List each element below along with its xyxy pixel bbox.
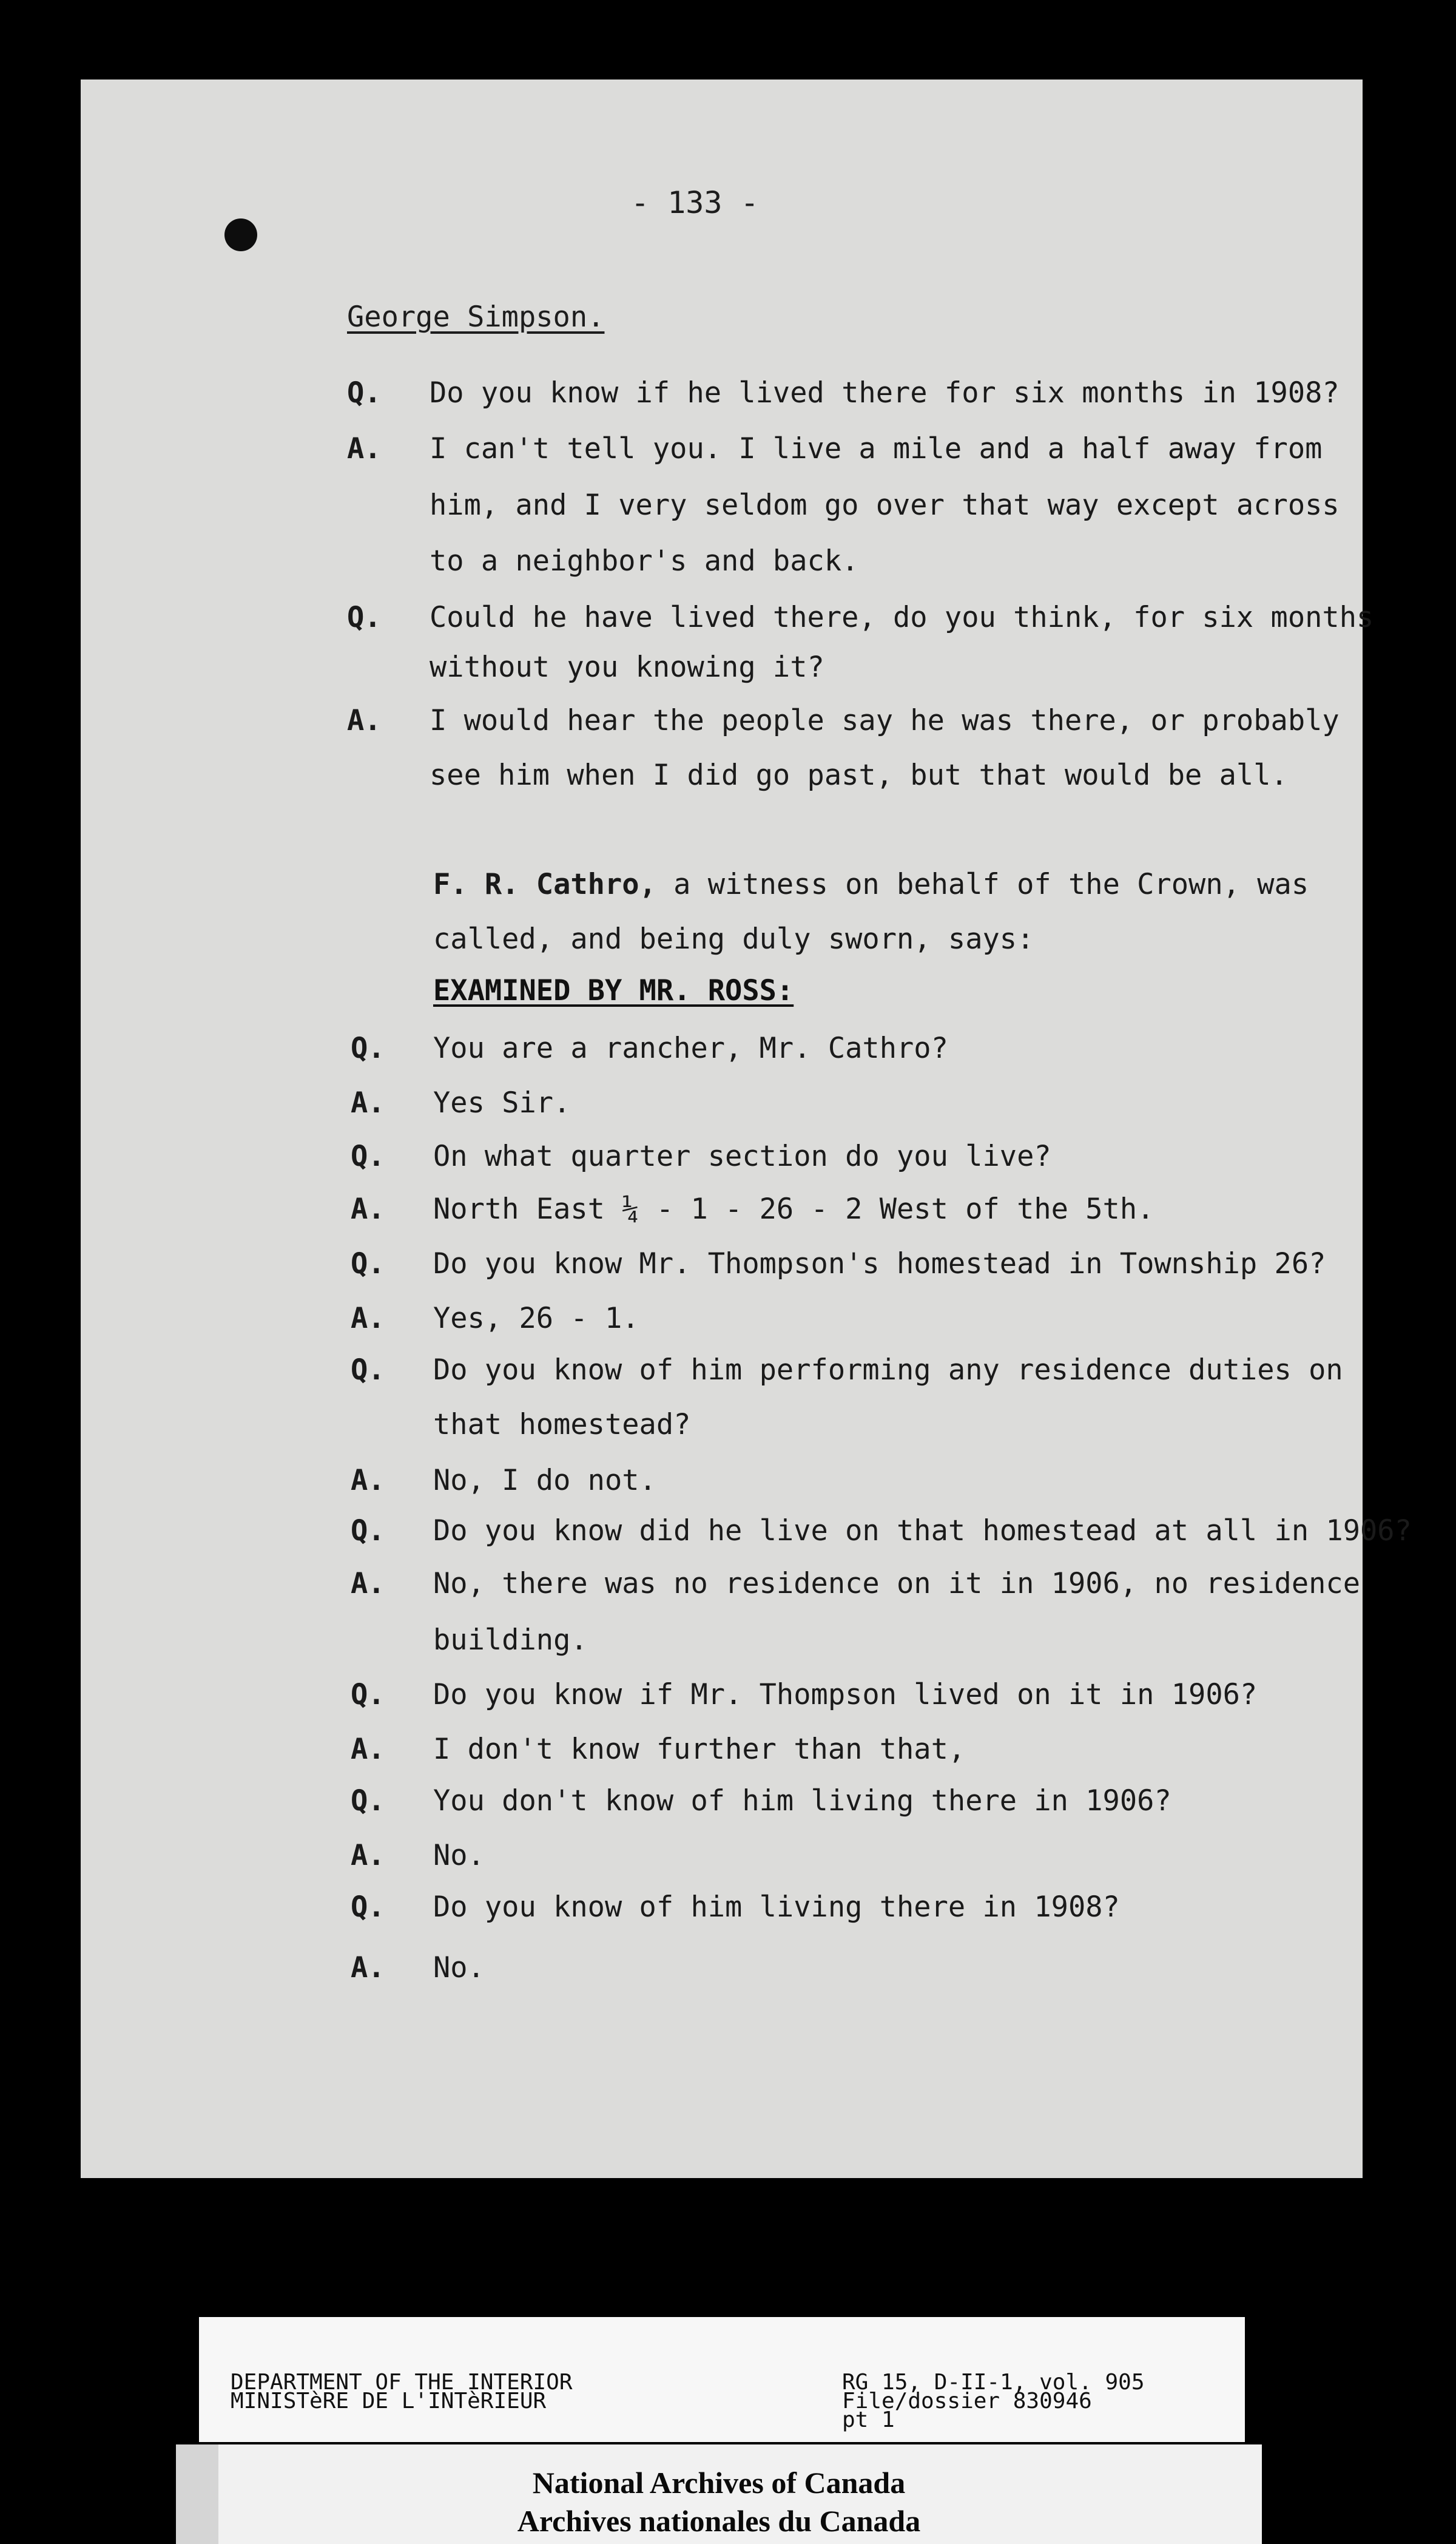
archive-banner-edge [176,2444,218,2544]
qa-marker: A. [351,1086,385,1120]
qa-marker: A. [351,1464,385,1497]
qa-marker: A. [347,704,382,737]
transcript-line: Do you know Mr. Thompson's homestead in Township 26? [433,1247,1326,1280]
page-number: - 133 - [631,185,759,220]
qa-marker: Q. [351,1247,385,1280]
qa-marker: A. [351,1192,385,1226]
archive-name-english: National Archives of Canada [532,2466,906,2500]
transcript-line: I can't tell you. I live a mile and a half away from [430,432,1323,465]
qa-marker: Q. [347,601,382,634]
examined-by-heading: EXAMINED BY MR. ROSS: [433,974,794,1007]
transcript-line: No. [433,1951,485,1984]
qa-marker: Q. [351,1032,385,1065]
qa-marker: Q. [351,1140,385,1173]
transcript-line: Do you know of him performing any residence duties on [433,1353,1343,1387]
transcript-line: that homestead? [433,1408,691,1441]
qa-marker: A. [351,1733,385,1766]
transcript-line: You are a rancher, Mr. Cathro? [433,1032,948,1065]
reference-file: File/dossier 830946 [842,2389,1092,2414]
transcript-line: I would hear the people say he was there, or probably [430,704,1340,737]
witness-name: F. R. Cathro, [433,868,656,901]
transcript-line: No. [433,1839,485,1872]
transcript-line: Yes, 26 - 1. [433,1302,639,1335]
transcript-line: see him when I did go past, but that would be all. [430,759,1288,792]
transcript-line: him, and I very seldom go over that way except across [430,489,1340,522]
transcript-line: building. [433,1623,588,1657]
witness-intro-line [433,868,1309,901]
qa-marker: A. [347,432,382,465]
transcript-line: North East ¼ - 1 - 26 - 2 West of the 5th. [433,1192,1154,1226]
qa-marker: Q. [351,1784,385,1818]
archive-reference-label [199,2317,1245,2442]
witness-intro-rest: a witness on behalf of the Crown, was [656,868,1309,901]
transcript-line: On what quarter section do you live? [433,1140,1051,1173]
qa-marker: Q. [351,1514,385,1548]
transcript-line: Do you know did he live on that homestead at all in 1906? [433,1514,1412,1548]
transcript-line: to a neighbor's and back. [430,544,859,578]
transcript-line: Do you know if Mr. Thompson lived on it in 1906? [433,1678,1258,1711]
witness-heading: George Simpson. [347,300,605,334]
transcript-line: No, I do not. [433,1464,656,1497]
reference-part: pt 1 [842,2407,895,2432]
transcript-line: You don't know of him living there in 1906? [433,1784,1171,1818]
reference-volume: RG 15, D-II-1, vol. 905 [842,2370,1145,2395]
transcript-line: No, there was no residence on it in 1906, no residence [433,1567,1361,1600]
transcript-line: Do you know of him living there in 1908? [433,1890,1120,1924]
qa-marker: A. [351,1951,385,1984]
qa-marker: Q. [351,1678,385,1711]
transcript-line: without you knowing it? [430,651,824,684]
transcript-line: Could he have lived there, do you think, for six months [430,601,1374,634]
qa-marker: Q. [351,1353,385,1387]
punch-hole [224,218,257,251]
department-english: DEPARTMENT OF THE INTERIOR [231,2370,573,2395]
transcript-line: I don't know further than that, [433,1733,966,1766]
witness-intro-line: called, and being duly sworn, says: [433,922,1034,956]
transcript-line: Yes Sir. [433,1086,571,1120]
archive-name-french: Archives nationales du Canada [517,2504,921,2538]
archive-banner [176,2444,1262,2544]
qa-marker: Q. [347,376,382,410]
qa-marker: A. [351,1302,385,1335]
qa-marker: Q. [351,1890,385,1924]
department-french: MINISTèRE DE L'INTèRIEUR [231,2389,547,2414]
qa-marker: A. [351,1567,385,1600]
qa-marker: A. [351,1839,385,1872]
transcript-line: Do you know if he lived there for six months in 1908? [430,376,1340,410]
